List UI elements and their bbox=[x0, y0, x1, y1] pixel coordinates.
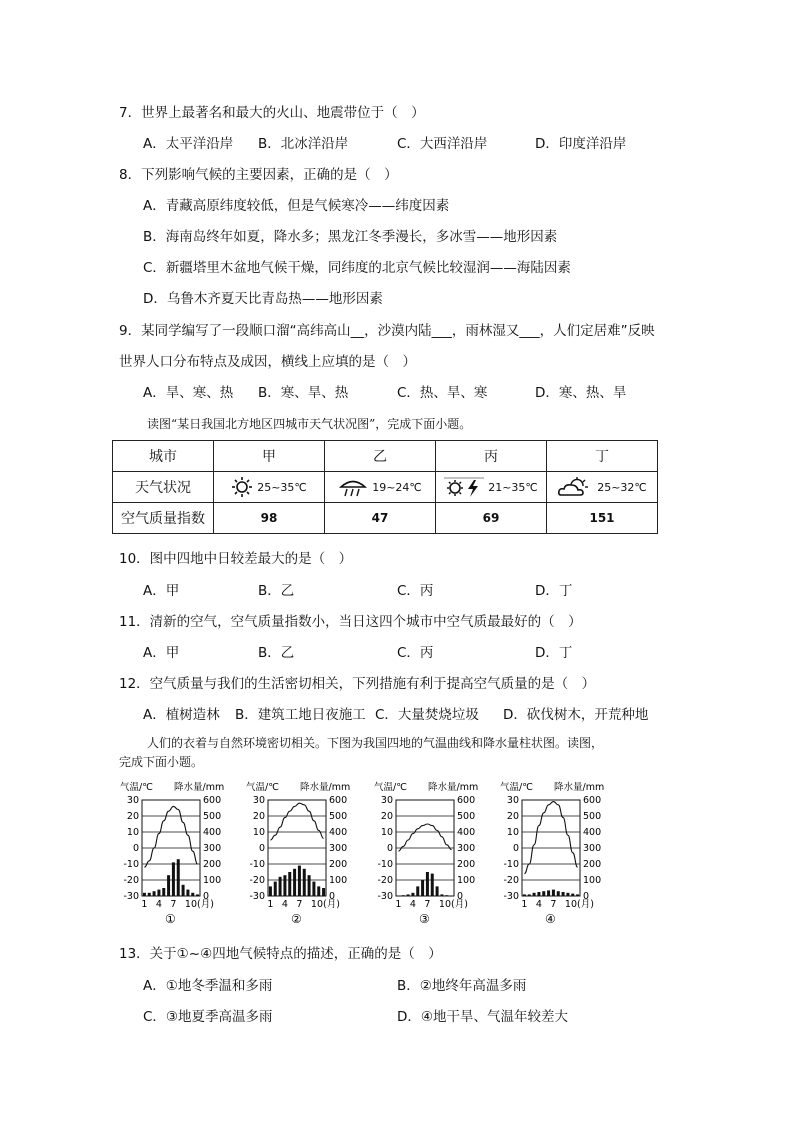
temp-tick-label: -30 bbox=[123, 891, 139, 902]
weather-intro: 读图“某日我国北方地区四城市天气状况图”，完成下面小题。 bbox=[147, 417, 472, 431]
q9-option-a[interactable]: A．旱、寒、热 bbox=[143, 385, 234, 401]
temp-range: 21~35℃ bbox=[488, 480, 538, 494]
q9-option-c[interactable]: C．热、旱、寒 bbox=[397, 385, 488, 401]
sunny-icon bbox=[231, 476, 253, 498]
q8-option-a[interactable]: A．青藏高原纬度较低，但是气候寒冷——纬度因素 bbox=[143, 198, 450, 214]
q13-option-c[interactable]: C．③地夏季高温多雨 bbox=[143, 1009, 273, 1025]
aqi-value: 98 bbox=[214, 503, 325, 534]
month-tick-label: 4 bbox=[409, 899, 416, 910]
precip-bar bbox=[317, 886, 320, 896]
precip-tick-label: 500 bbox=[583, 811, 602, 822]
month-tick-label: 4 bbox=[155, 899, 162, 910]
precip-bar bbox=[182, 885, 185, 896]
precip-tick-label: 0 bbox=[457, 891, 464, 902]
table-row bbox=[113, 503, 658, 534]
sunny-thunder-icon bbox=[444, 476, 484, 498]
precip-tick-label: 400 bbox=[457, 827, 476, 838]
precip-bar bbox=[426, 872, 429, 896]
q12-option-a[interactable]: A．植树造林 bbox=[143, 707, 220, 723]
temp-range: 25~32℃ bbox=[597, 480, 647, 494]
city-header: 城市 bbox=[113, 441, 214, 472]
temp-tick-label: 10 bbox=[252, 827, 265, 838]
precip-bar bbox=[303, 869, 306, 896]
month-tick-label: 7 bbox=[296, 899, 303, 910]
precip-bar bbox=[269, 886, 272, 896]
precip-tick-label: 200 bbox=[457, 859, 476, 870]
temp-tick-label: 10 bbox=[126, 827, 139, 838]
temperature-curve bbox=[270, 803, 323, 840]
q10-option-a[interactable]: A．甲 bbox=[143, 583, 180, 599]
precip-tick-label: 400 bbox=[583, 827, 602, 838]
precip-tick-label: 600 bbox=[203, 795, 222, 806]
q8-option-b[interactable]: B．海南岛终年如夏，降水多；黑龙江冬季漫长，多冰雪——地形因素 bbox=[143, 229, 558, 245]
temp-tick-label: 20 bbox=[126, 811, 139, 822]
chart-number: ③ bbox=[419, 912, 430, 926]
precip-bar bbox=[172, 862, 175, 896]
precip-tick-label: 100 bbox=[457, 875, 476, 886]
precip-tick-label: 400 bbox=[329, 827, 348, 838]
temperature-curve bbox=[398, 824, 451, 851]
q10-option-b[interactable]: B．乙 bbox=[258, 583, 295, 599]
climate-chart-2 bbox=[244, 780, 370, 930]
temperature-curve bbox=[524, 802, 577, 874]
q10-option-c[interactable]: C．丙 bbox=[397, 583, 434, 599]
q8-stem: 8．下列影响气候的主要因素，正确的是（ ） bbox=[119, 167, 398, 183]
precip-tick-label: 300 bbox=[203, 843, 222, 854]
temp-range: 25~35℃ bbox=[257, 480, 307, 494]
climate-chart-1 bbox=[118, 780, 244, 930]
precip-tick-label: 0 bbox=[583, 891, 590, 902]
precip-tick-label: 300 bbox=[457, 843, 476, 854]
q11-option-a[interactable]: A．甲 bbox=[143, 645, 180, 661]
precip-bar bbox=[440, 894, 443, 896]
precip-tick-label: 600 bbox=[457, 795, 476, 806]
precip-bar bbox=[421, 880, 424, 896]
temp-tick-label: -10 bbox=[377, 859, 393, 870]
precip-tick-label: 100 bbox=[203, 875, 222, 886]
temp-tick-label: -20 bbox=[377, 875, 393, 886]
temp-tick-label: -10 bbox=[503, 859, 519, 870]
q13-stem: 13．关于①~④四地气候特点的描述，正确的是（ ） bbox=[119, 946, 442, 962]
precip-bar bbox=[566, 893, 569, 896]
q12-option-b[interactable]: B．建筑工地日夜施工 bbox=[235, 707, 366, 723]
temperature-curve bbox=[144, 806, 197, 867]
precip-bar bbox=[411, 893, 414, 896]
chart-number: ② bbox=[291, 912, 302, 926]
q11-stem: 11．清新的空气，空气质量指数小，当日这四个城市中空气质最最好的（ ） bbox=[119, 614, 582, 630]
precip-bar bbox=[288, 872, 291, 896]
city-name: 甲 bbox=[214, 441, 325, 472]
climate-chart-svg bbox=[118, 780, 244, 930]
q9-option-d[interactable]: D．寒、热、旱 bbox=[535, 385, 627, 401]
precip-bar bbox=[148, 893, 151, 896]
q11-option-d[interactable]: D．丁 bbox=[535, 645, 573, 661]
q7-option-b[interactable]: B．北冰洋沿岸 bbox=[258, 136, 349, 152]
temp-axis-label: 气温/℃ bbox=[246, 782, 279, 793]
precip-tick-label: 500 bbox=[203, 811, 222, 822]
precip-bar bbox=[416, 886, 419, 896]
precip-bar bbox=[552, 890, 555, 896]
precip-tick-label: 500 bbox=[329, 811, 348, 822]
temp-range: 19~24℃ bbox=[372, 480, 422, 494]
precip-axis-label: 降水量/mm bbox=[300, 782, 351, 793]
precip-bar bbox=[322, 888, 325, 896]
q9-stem-line2: 世界人口分布特点及成因，横线上应填的是（ ） bbox=[119, 354, 416, 370]
month-tick-label: 4 bbox=[535, 899, 542, 910]
precip-bar bbox=[445, 895, 448, 896]
q13-option-d[interactable]: D．④地干旱、气温年较差大 bbox=[397, 1009, 568, 1025]
temp-tick-label: 20 bbox=[380, 811, 393, 822]
precip-tick-label: 0 bbox=[203, 891, 210, 902]
precip-bar bbox=[547, 890, 550, 896]
q13-option-b[interactable]: B．②地终年高温多雨 bbox=[397, 978, 527, 994]
partly-cloudy-icon bbox=[557, 476, 593, 498]
temp-tick-label: 0 bbox=[132, 843, 139, 854]
city-name: 丁 bbox=[547, 441, 658, 472]
temp-tick-label: 30 bbox=[506, 795, 519, 806]
temp-axis-label: 气温/℃ bbox=[120, 782, 153, 793]
temp-tick-label: 30 bbox=[126, 795, 139, 806]
aqi-value: 151 bbox=[547, 503, 658, 534]
precip-tick-label: 300 bbox=[329, 843, 348, 854]
q10-stem: 10．图中四地中日较差最大的是（ ） bbox=[119, 551, 353, 567]
precip-bar bbox=[402, 895, 405, 896]
q9-stem-line1: 9．某同学编写了一段顺口溜“高纬高山__，沙漠内陆___，雨林湿又___，人们定居难”反映 bbox=[119, 323, 655, 339]
precip-bar bbox=[186, 890, 189, 896]
month-tick-label: 10(月) bbox=[310, 899, 340, 910]
precip-bar bbox=[576, 894, 579, 896]
precip-bar bbox=[191, 893, 194, 896]
temp-tick-label: -30 bbox=[377, 891, 393, 902]
precip-bar bbox=[167, 875, 170, 896]
precip-tick-label: 100 bbox=[583, 875, 602, 886]
temp-tick-label: 30 bbox=[252, 795, 265, 806]
temp-tick-label: 10 bbox=[380, 827, 393, 838]
precip-tick-label: 600 bbox=[583, 795, 602, 806]
precip-bar bbox=[571, 894, 574, 896]
precip-bar bbox=[537, 892, 540, 896]
table-row bbox=[113, 441, 658, 472]
climate-chart-svg bbox=[244, 780, 370, 930]
chart-number: ① bbox=[165, 912, 176, 926]
weather-table bbox=[112, 440, 658, 534]
precip-bar bbox=[533, 893, 536, 896]
precip-bar bbox=[542, 891, 545, 896]
precip-tick-label: 300 bbox=[583, 843, 602, 854]
climate-chart-svg bbox=[372, 780, 498, 930]
city-name: 丙 bbox=[436, 441, 547, 472]
climate-chart-3 bbox=[372, 780, 498, 930]
q9-option-b[interactable]: B．寒、旱、热 bbox=[258, 385, 349, 401]
temp-tick-label: 0 bbox=[512, 843, 519, 854]
precip-axis-label: 降水量/mm bbox=[428, 782, 479, 793]
climate-chart-svg bbox=[498, 780, 624, 930]
precip-tick-label: 200 bbox=[329, 859, 348, 870]
precip-tick-label: 400 bbox=[203, 827, 222, 838]
precip-bar bbox=[153, 891, 156, 896]
precip-tick-label: 200 bbox=[583, 859, 602, 870]
climate-intro-line2: 完成下面小题。 bbox=[119, 755, 204, 769]
temp-tick-label: 0 bbox=[386, 843, 393, 854]
q10-option-d[interactable]: D．丁 bbox=[535, 583, 573, 599]
temp-tick-label: 20 bbox=[252, 811, 265, 822]
temp-tick-label: -10 bbox=[249, 859, 265, 870]
q12-option-d[interactable]: D．砍伐树木，开荒种地 bbox=[503, 707, 649, 723]
precip-bar bbox=[293, 869, 296, 896]
q13-option-a[interactable]: A．①地冬季温和多雨 bbox=[143, 978, 273, 994]
month-tick-label: 7 bbox=[170, 899, 177, 910]
precip-tick-label: 200 bbox=[203, 859, 222, 870]
climate-intro-line1: 人们的衣着与自然环境密切相关。下图为我国四地的气温曲线和降水量柱状图。读图， bbox=[147, 736, 604, 750]
month-tick-label: 1 bbox=[141, 899, 148, 910]
month-tick-label: 10(月) bbox=[438, 899, 468, 910]
precip-tick-label: 500 bbox=[457, 811, 476, 822]
rain-icon bbox=[338, 476, 368, 498]
precip-bar bbox=[312, 882, 315, 896]
temp-axis-label: 气温/℃ bbox=[500, 782, 533, 793]
precip-bar bbox=[436, 886, 439, 896]
precip-bar bbox=[162, 888, 165, 896]
month-tick-label: 1 bbox=[395, 899, 402, 910]
q11-option-c[interactable]: C．丙 bbox=[397, 645, 434, 661]
month-tick-label: 1 bbox=[267, 899, 274, 910]
precip-bar bbox=[298, 866, 301, 896]
month-tick-label: 7 bbox=[550, 899, 557, 910]
month-tick-label: 7 bbox=[424, 899, 431, 910]
q7-option-a[interactable]: A．太平洋沿岸 bbox=[143, 136, 234, 152]
q11-option-b[interactable]: B．乙 bbox=[258, 645, 295, 661]
temp-tick-label: -20 bbox=[503, 875, 519, 886]
temp-tick-label: -10 bbox=[123, 859, 139, 870]
precip-axis-label: 降水量/mm bbox=[174, 782, 225, 793]
q7-option-d[interactable]: D．印度洋沿岸 bbox=[535, 136, 627, 152]
month-tick-label: 4 bbox=[281, 899, 288, 910]
precip-axis-label: 降水量/mm bbox=[554, 782, 605, 793]
month-tick-label: 10(月) bbox=[184, 899, 214, 910]
temp-tick-label: -20 bbox=[249, 875, 265, 886]
precip-bar bbox=[279, 877, 282, 896]
temp-tick-label: 30 bbox=[380, 795, 393, 806]
aqi-value: 47 bbox=[325, 503, 436, 534]
q12-option-c[interactable]: C．大量焚烧垃圾 bbox=[375, 707, 479, 723]
aqi-value: 69 bbox=[436, 503, 547, 534]
precip-bar bbox=[157, 890, 160, 896]
precip-bar bbox=[562, 892, 565, 896]
q7-stem: 7．世界上最著名和最大的火山、地震带位于（ ） bbox=[119, 105, 425, 121]
temp-tick-label: 10 bbox=[506, 827, 519, 838]
table-row bbox=[113, 472, 658, 503]
climate-chart-4 bbox=[498, 780, 624, 930]
weather-header: 天气状况 bbox=[113, 472, 214, 503]
precip-bar bbox=[407, 894, 410, 896]
temp-tick-label: -30 bbox=[503, 891, 519, 902]
month-tick-label: 10(月) bbox=[564, 899, 594, 910]
temp-tick-label: 20 bbox=[506, 811, 519, 822]
precip-tick-label: 0 bbox=[329, 891, 336, 902]
q8-option-c[interactable]: C．新疆塔里木盆地气候干燥，同纬度的北京气候比较湿润——海陆因素 bbox=[143, 260, 571, 276]
q7-option-c[interactable]: C．大西洋沿岸 bbox=[397, 136, 488, 152]
chart-number: ④ bbox=[545, 912, 556, 926]
temp-tick-label: 0 bbox=[258, 843, 265, 854]
precip-tick-label: 100 bbox=[329, 875, 348, 886]
q8-option-d[interactable]: D．乌鲁木齐夏天比青岛热——地形因素 bbox=[143, 291, 383, 307]
precip-bar bbox=[143, 893, 146, 896]
city-name: 乙 bbox=[325, 441, 436, 472]
precip-bar bbox=[557, 891, 560, 896]
q12-stem: 12．空气质量与我们的生活密切相关，下列措施有利于提高空气质量的是（ ） bbox=[119, 676, 596, 692]
precip-tick-label: 600 bbox=[329, 795, 348, 806]
temp-tick-label: -30 bbox=[249, 891, 265, 902]
month-tick-label: 1 bbox=[521, 899, 528, 910]
precip-bar bbox=[196, 894, 199, 896]
precip-bar bbox=[528, 894, 531, 896]
temp-axis-label: 气温/℃ bbox=[374, 782, 407, 793]
precip-bar bbox=[431, 874, 434, 896]
precip-bar bbox=[523, 894, 526, 896]
precip-bar bbox=[274, 882, 277, 896]
temp-tick-label: -20 bbox=[123, 875, 139, 886]
precip-bar bbox=[308, 875, 311, 896]
aqi-header: 空气质量指数 bbox=[113, 503, 214, 534]
precip-bar bbox=[177, 859, 180, 896]
precip-bar bbox=[283, 875, 286, 896]
